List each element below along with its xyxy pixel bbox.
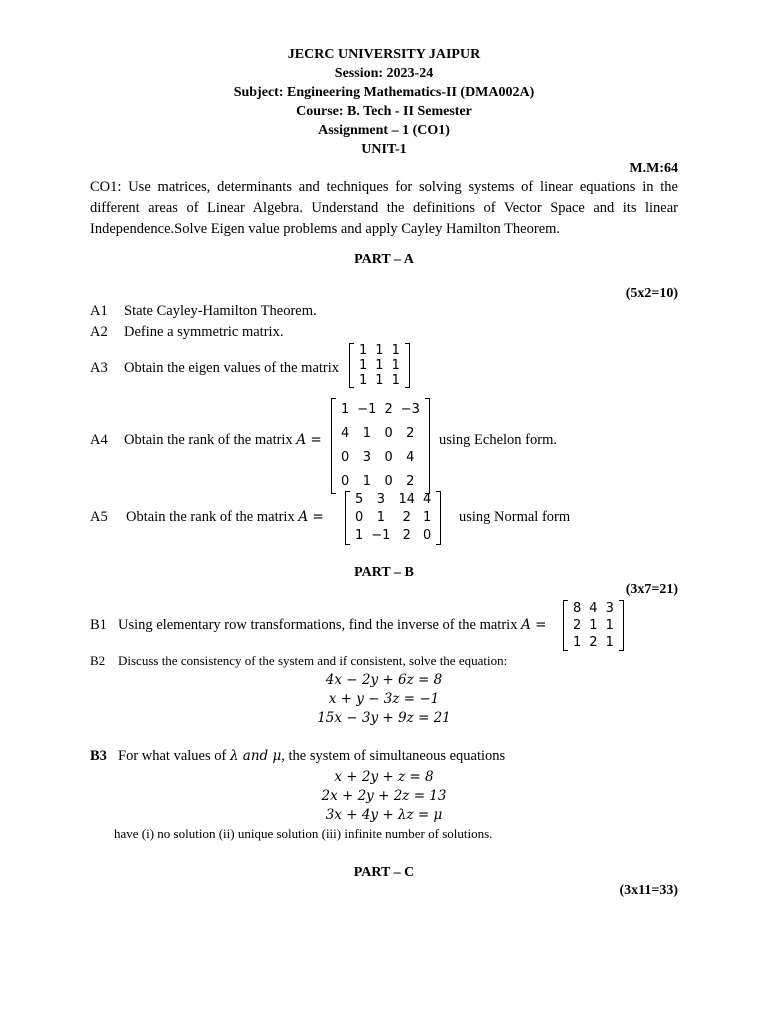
- matrix-cell: 1: [391, 343, 400, 358]
- matrix-row: [355, 343, 404, 358]
- equation: 4x − 2y + 6z = 8: [325, 672, 443, 688]
- matrix-cell: 0: [341, 474, 350, 489]
- matrix-cell: 1: [605, 618, 614, 633]
- matrix-cell: 2: [406, 474, 415, 489]
- matrix-cell: 0: [355, 510, 364, 525]
- matrix-cell: 0: [423, 528, 432, 543]
- question-text: State Cayley-Hamilton Theorem.: [124, 303, 317, 319]
- matrix-cell: 1: [605, 635, 614, 650]
- matrix-row: [351, 509, 435, 527]
- question-stem: Obtain the rank of the matrix: [126, 509, 295, 525]
- matrix-row: [355, 373, 404, 388]
- matrix-cell: 1: [391, 358, 400, 373]
- question-number: A3: [90, 360, 108, 376]
- matrix-row: [351, 527, 435, 545]
- matrix-cell: 1: [359, 358, 368, 373]
- matrix-cell: 1: [355, 528, 364, 543]
- matrix-cell: −1: [371, 528, 391, 543]
- matrix-cell: 1: [423, 510, 432, 525]
- question-number: B3: [90, 748, 107, 764]
- part-c-marks: (3x11=33): [619, 883, 678, 898]
- matrix-cell: 1: [362, 474, 371, 489]
- matrix-a4: [331, 398, 430, 494]
- subject: Subject: Engineering Mathematics-II (DMA002A): [233, 85, 535, 100]
- matrix-cell: 3: [376, 492, 385, 507]
- matrix-cell: 1: [375, 358, 384, 373]
- matrix-cell: −1: [357, 402, 377, 417]
- part-b-title: PART – B: [354, 565, 414, 580]
- matrix-cell: 1: [391, 373, 400, 388]
- matrix-row: [337, 446, 424, 470]
- matrix-cell: 8: [573, 601, 582, 616]
- matrix-label: A =: [296, 432, 322, 448]
- matrix-cell: 4: [589, 601, 598, 616]
- equation: x + y − 3z = −1: [328, 691, 440, 707]
- matrix-cell: 1: [589, 618, 598, 633]
- matrix-b1: [563, 600, 624, 651]
- matrix-cell: 2: [402, 510, 411, 525]
- equation: 3x + 4y + λz = μ: [325, 807, 443, 823]
- question-number: A5: [90, 509, 108, 525]
- question-number: A4: [90, 432, 108, 448]
- matrix-cell: 2: [384, 402, 393, 417]
- matrix-cell: 1: [573, 635, 582, 650]
- matrix-cell: 5: [355, 492, 364, 507]
- matrix-label: A =: [298, 509, 324, 525]
- question-number: B1: [90, 617, 107, 633]
- matrix-label: A =: [521, 617, 547, 633]
- question-number: A1: [90, 303, 108, 319]
- matrix-cell: 1: [375, 373, 384, 388]
- matrix-row: [337, 398, 424, 422]
- matrix-row: [355, 358, 404, 373]
- matrix-cell: 2: [402, 528, 411, 543]
- question-stem: For what values of: [118, 748, 227, 764]
- max-marks: M.M:64: [629, 161, 678, 176]
- question-text: Obtain the eigen values of the matrix: [124, 360, 340, 376]
- part-c-title: PART – C: [353, 865, 415, 880]
- parameter-symbols: λ and μ: [229, 748, 282, 764]
- matrix-row: [569, 617, 618, 634]
- question-text: [118, 748, 505, 765]
- matrix-cell: 3: [605, 601, 614, 616]
- part-a-title: PART – A: [354, 252, 414, 267]
- course: Course: B. Tech - II Semester: [296, 104, 472, 119]
- matrix-cell: 2: [573, 618, 582, 633]
- matrix-cell: 14: [398, 492, 415, 507]
- question-text: Discuss the consistency of the system and if consistent, solve the equation:: [118, 653, 508, 668]
- matrix-cell: 1: [376, 510, 385, 525]
- question-stem-end: , the system of simultaneous equations: [281, 748, 506, 764]
- question-stem: Using elementary row transformations, find the inverse of the matrix: [118, 617, 518, 633]
- question-text: [124, 432, 322, 449]
- course-outcome-text: CO1: Use matrices, determinants and techniques for solving systems of linear equations in the different areas of Linear Algebra. Understand the definitions of Vector Space and its linear Independence.Solve Eigen value problems and apply Cayley Hamilton Theorem.: [90, 179, 678, 237]
- matrix-cell: 0: [384, 450, 393, 465]
- matrix-cell: 1: [359, 373, 368, 388]
- question-text: [118, 617, 546, 634]
- matrix-cell: −3: [400, 402, 420, 417]
- matrix-row: [569, 600, 618, 617]
- equation: x + 2y + z = 8: [334, 769, 434, 785]
- assignment-title: Assignment – 1 (CO1): [318, 123, 450, 138]
- question-suffix: using Normal form: [459, 509, 571, 525]
- part-a-marks: (5x2=10): [625, 286, 678, 301]
- matrix-cell: 2: [589, 635, 598, 650]
- question-number: B2: [90, 653, 106, 668]
- session: Session: 2023-24: [334, 66, 434, 81]
- matrix-cell: 3: [362, 450, 371, 465]
- unit-title: UNIT-1: [361, 142, 407, 157]
- matrix-cell: 0: [384, 474, 393, 489]
- matrix-cell: 1: [362, 426, 371, 441]
- matrix-cell: 1: [359, 343, 368, 358]
- equation: 2x + 2y + 2z = 13: [321, 788, 447, 804]
- matrix-row: [337, 422, 424, 446]
- matrix-cell: 4: [423, 492, 432, 507]
- matrix-a3: [349, 343, 410, 388]
- matrix-cell: 4: [341, 426, 350, 441]
- matrix-cell: 0: [341, 450, 350, 465]
- matrix-row: [569, 634, 618, 651]
- question-text: [126, 509, 324, 526]
- matrix-cell: 1: [341, 402, 350, 417]
- question-text: Define a symmetric matrix.: [124, 324, 284, 340]
- matrix-row: [351, 491, 435, 509]
- matrix-a5: [345, 491, 441, 545]
- question-number: A2: [90, 324, 108, 340]
- question-stem: Obtain the rank of the matrix: [124, 432, 293, 448]
- part-b-marks: (3x7=21): [625, 582, 678, 597]
- matrix-cell: 2: [406, 426, 415, 441]
- equation: 15x − 3y + 9z = 21: [317, 710, 451, 726]
- question-suffix: using Echelon form.: [439, 432, 557, 448]
- solution-conditions: have (i) no solution (ii) unique solution (iii) infinite number of solutions.: [114, 826, 493, 841]
- university-name: JECRC UNIVERSITY JAIPUR: [287, 47, 481, 62]
- matrix-cell: 1: [375, 343, 384, 358]
- matrix-cell: 4: [406, 450, 415, 465]
- matrix-cell: 0: [384, 426, 393, 441]
